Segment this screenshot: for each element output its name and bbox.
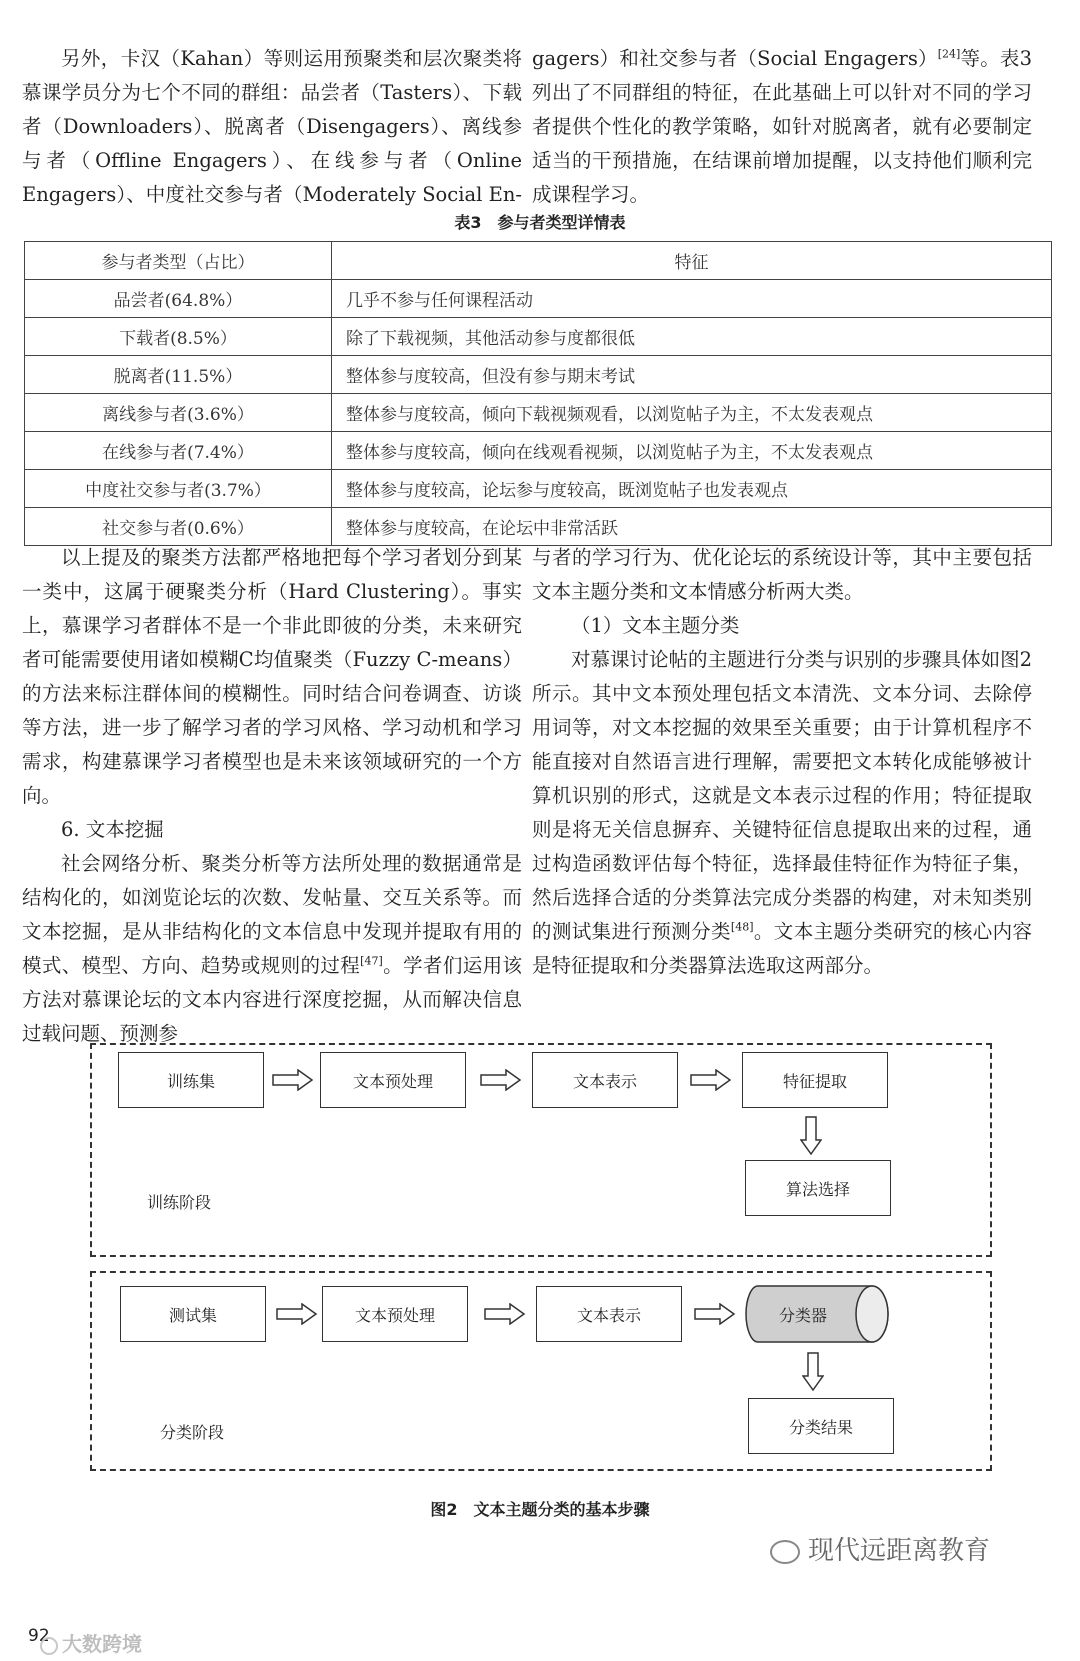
train-representation-box: 文本表示	[532, 1052, 678, 1108]
type-cell: 脱离者(11.5%）	[25, 356, 332, 394]
type-cell: 品尝者(64.8%）	[25, 280, 332, 318]
header-type: 参与者类型（占比）	[25, 242, 332, 280]
feature-cell: 除了下载视频，其他活动参与度都很低	[332, 318, 1052, 356]
paragraph-hard-clustering: 以上提及的聚类方法都严格地把每个学习者划分到某一类中，这属于硬聚类分析（Hard Clustering）。事实上，慕课学习者群体不是一个非此即彼的分类，未来研究者可能需要使用诸如模糊C均值聚类（Fuzzy C-means）的方法来标注群体间的模糊性。同时结合问卷调查、访谈等方法，进一步了解学习者的学习风格、学习动机和学习需求，构建慕课学习者模型也是未来该领域研究的一个方向。	[22, 546, 522, 807]
feature-cell: 整体参与度较高，倾向在线观看视频，以浏览帖子为主，不太发表观点	[332, 432, 1052, 470]
arrow-down-icon	[802, 1352, 824, 1392]
paragraph-text-mining: 社会网络分析、聚类分析等方法所处理的数据通常是结构化的，如浏览论坛的次数、发帖量、交互关系等。而文本挖掘，是从非结构化的文本信息中发现并提取有用的模式、模型、方向、趋势或规则的过程[47]。学者们运用该方法对慕课论坛的文本内容进行深度挖掘，从而解决信息过载问题、预测参	[22, 852, 522, 1045]
test-set-box: 测试集	[120, 1286, 266, 1342]
table-header-row	[25, 242, 1052, 280]
arrow-right-icon	[480, 1069, 522, 1091]
watermark-logo-icon	[40, 1637, 58, 1655]
table-row	[25, 280, 1052, 318]
table-caption: 表3 参与者类型详情表	[454, 213, 626, 232]
arrow-right-icon	[276, 1303, 318, 1325]
paragraph-kahan: 另外，卡汉（Kahan）等则运用预聚类和层次聚类将慕课学员分为七个不同的群组：品尝者（Tasters）、下载者（Downloaders）、脱离者（Disengagers）、离线参与者（Offline Engagers）、在线参与者（Online Engagers）、中度社交参与者（Moderately Social En-	[22, 47, 522, 206]
arrow-right-icon	[484, 1303, 526, 1325]
feature-cell: 整体参与度较高，在论坛中非常活跃	[332, 508, 1052, 546]
classification-result-box: 分类结果	[748, 1398, 894, 1454]
watermark-left: 大数跨境	[40, 1628, 142, 1657]
table-row	[25, 318, 1052, 356]
left-column-top	[22, 42, 522, 212]
wechat-icon	[770, 1540, 800, 1564]
training-set-box: 训练集	[118, 1052, 264, 1108]
paragraph-engagers: gagers）和社交参与者（Social Engagers）[24]等。表3列出了不同群组的特征，在此基础上可以针对不同的学习者提供个性化的教学策略，如针对脱离者，就有必要制定适当的干预措施，在结课前增加提醒，以支持他们顺利完成课程学习。	[532, 47, 1032, 206]
paragraph-topic-classification: 对慕课讨论帖的主题进行分类与识别的步骤具体如图2所示。其中文本预处理包括文本清洗、文本分词、去除停用词等，对文本挖掘的效果至关重要；由于计算机程序不能直接对自然语言进行理解，需要把文本转化成能够被计算机识别的形式，这就是文本表示过程的作用；特征提取则是将无关信息摒弃、关键特征信息提取出来的过程，通过构造函数评估每个特征，选择最佳特征作为特征子集，然后选择合适的分类算法完成分类器的构建，对未知类别的测试集进行预测分类[48]。文本主题分类研究的核心内容是特征提取和分类器算法选取这两部分。	[532, 648, 1032, 977]
train-preprocess-box: 文本预处理	[320, 1052, 466, 1108]
type-cell: 社交参与者(0.6%）	[25, 508, 332, 546]
table-row	[25, 356, 1052, 394]
feature-cell: 整体参与度较高，倾向下载视频观看，以浏览帖子为主，不太发表观点	[332, 394, 1052, 432]
citation-47: [47]	[360, 954, 383, 968]
feature-cell: 整体参与度较高，论坛参与度较高，既浏览帖子也发表观点	[332, 470, 1052, 508]
type-cell: 在线参与者(7.4%）	[25, 432, 332, 470]
feature-extraction-box: 特征提取	[742, 1052, 888, 1108]
subsection-heading-topic-classification: （1）文本主题分类	[571, 614, 740, 637]
test-preprocess-box: 文本预处理	[322, 1286, 468, 1342]
page-number: 92	[28, 1626, 50, 1646]
right-column-top	[532, 42, 1032, 212]
training-stage-label: 训练阶段	[147, 1193, 212, 1212]
left-column-middle	[22, 541, 522, 1051]
paragraph-forum-analysis: 与者的学习行为、优化论坛的系统设计等，其中主要包括文本主题分类和文本情感分析两大类。	[532, 546, 1032, 603]
arrow-right-icon	[690, 1069, 732, 1091]
figure-caption: 图2 文本主题分类的基本步骤	[430, 1500, 650, 1519]
citation-24: [24]	[937, 47, 961, 61]
table-row	[25, 394, 1052, 432]
arrow-right-icon	[272, 1069, 314, 1091]
classifier-label: 分类器	[778, 1305, 827, 1325]
watermark-right: 现代远距离教育	[770, 1530, 990, 1567]
table-row	[25, 508, 1052, 546]
participant-type-table	[24, 241, 1052, 546]
table-row	[25, 432, 1052, 470]
table-row	[25, 470, 1052, 508]
citation-48: [48]	[730, 920, 754, 934]
header-feature: 特征	[332, 242, 1052, 280]
algorithm-selection-box: 算法选择	[745, 1160, 891, 1216]
classification-stage-label: 分类阶段	[160, 1423, 225, 1442]
feature-cell: 几乎不参与任何课程活动	[332, 280, 1052, 318]
feature-cell: 整体参与度较高，但没有参与期末考试	[332, 356, 1052, 394]
type-cell: 下载者(8.5%）	[25, 318, 332, 356]
section-heading-text-mining: 6. 文本挖掘	[61, 818, 164, 841]
type-cell: 中度社交参与者(3.7%）	[25, 470, 332, 508]
arrow-right-icon	[694, 1303, 736, 1325]
right-column-middle	[532, 541, 1032, 983]
test-representation-box: 文本表示	[536, 1286, 682, 1342]
arrow-down-icon	[800, 1116, 822, 1156]
type-cell: 离线参与者(3.6%）	[25, 394, 332, 432]
